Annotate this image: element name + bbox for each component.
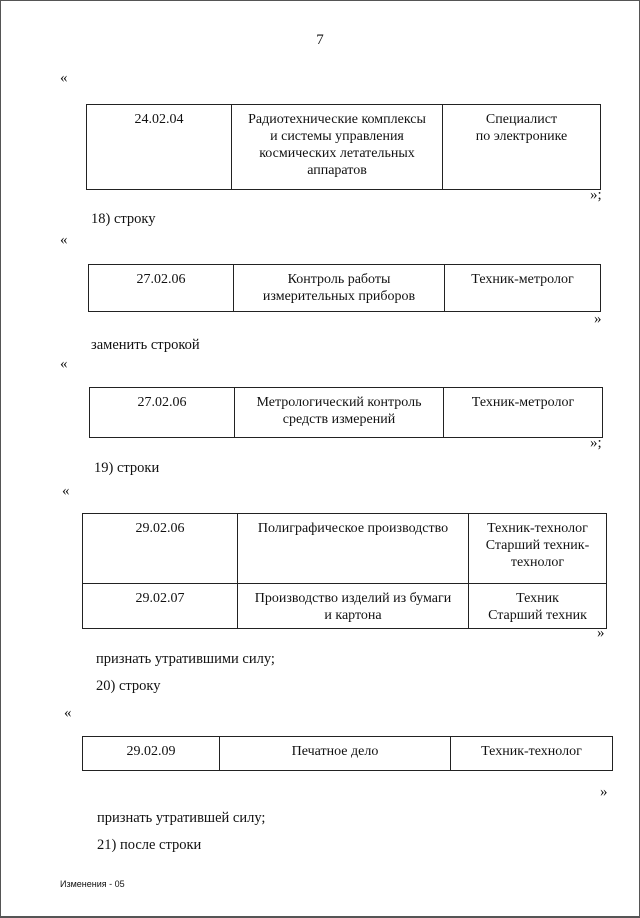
close-quote: » [597, 625, 605, 641]
paragraph-21: 21) после строки [97, 837, 202, 853]
table-specialties-5 [82, 736, 613, 771]
open-quote: « [60, 232, 68, 248]
qualification-cell: Специалист по электронике [443, 105, 601, 190]
code-cell: 29.02.07 [83, 584, 238, 629]
name-cell: Производство изделий из бумаги и картона [238, 584, 469, 629]
open-quote: « [60, 70, 68, 86]
table-row [83, 584, 607, 629]
code-cell: 29.02.06 [83, 514, 238, 584]
paragraph-19: 19) строки [94, 460, 160, 476]
name-cell: Радиотехнические комплексы и системы управления космических летательных аппаратов [232, 105, 443, 190]
table-row [90, 388, 603, 438]
footer-note: Изменения - 05 [60, 879, 125, 889]
code-cell: 27.02.06 [89, 265, 234, 312]
close-quote: » [600, 784, 608, 800]
qualification-cell: Техник-технолог Старший техник- технолог [469, 514, 607, 584]
table-row [89, 265, 601, 312]
open-quote: « [64, 705, 72, 721]
paragraph-invalid-plural: признать утратившими силу; [96, 651, 275, 667]
name-cell: Метрологический контроль средств измерений [235, 388, 444, 438]
table-row [87, 105, 601, 190]
open-quote: « [60, 356, 68, 372]
code-cell: 24.02.04 [87, 105, 232, 190]
name-cell: Полиграфическое производство [238, 514, 469, 584]
page-number: 7 [316, 32, 324, 48]
table-row [83, 737, 613, 771]
name-cell: Печатное дело [220, 737, 451, 771]
open-quote: « [62, 483, 70, 499]
paragraph-20: 20) строку [96, 678, 161, 694]
code-cell: 29.02.09 [83, 737, 220, 771]
code-cell: 27.02.06 [90, 388, 235, 438]
table-specialties-2 [88, 264, 601, 312]
close-quote: »; [590, 435, 602, 451]
qualification-cell: Техник-метролог [445, 265, 601, 312]
paragraph-18: 18) строку [91, 211, 156, 227]
table-specialties-1 [86, 104, 601, 190]
qualification-cell: Техник-технолог [451, 737, 613, 771]
paragraph-invalid-singular: признать утратившей силу; [97, 810, 266, 826]
close-quote: » [594, 311, 602, 327]
name-cell: Контроль работы измерительных приборов [234, 265, 445, 312]
table-specialties-3 [89, 387, 603, 438]
table-row [83, 514, 607, 584]
qualification-cell: Техник-метролог [444, 388, 603, 438]
paragraph-replace: заменить строкой [91, 337, 200, 353]
qualification-cell: Техник Старший техник [469, 584, 607, 629]
table-specialties-4 [82, 513, 607, 629]
close-quote: »; [590, 187, 602, 203]
